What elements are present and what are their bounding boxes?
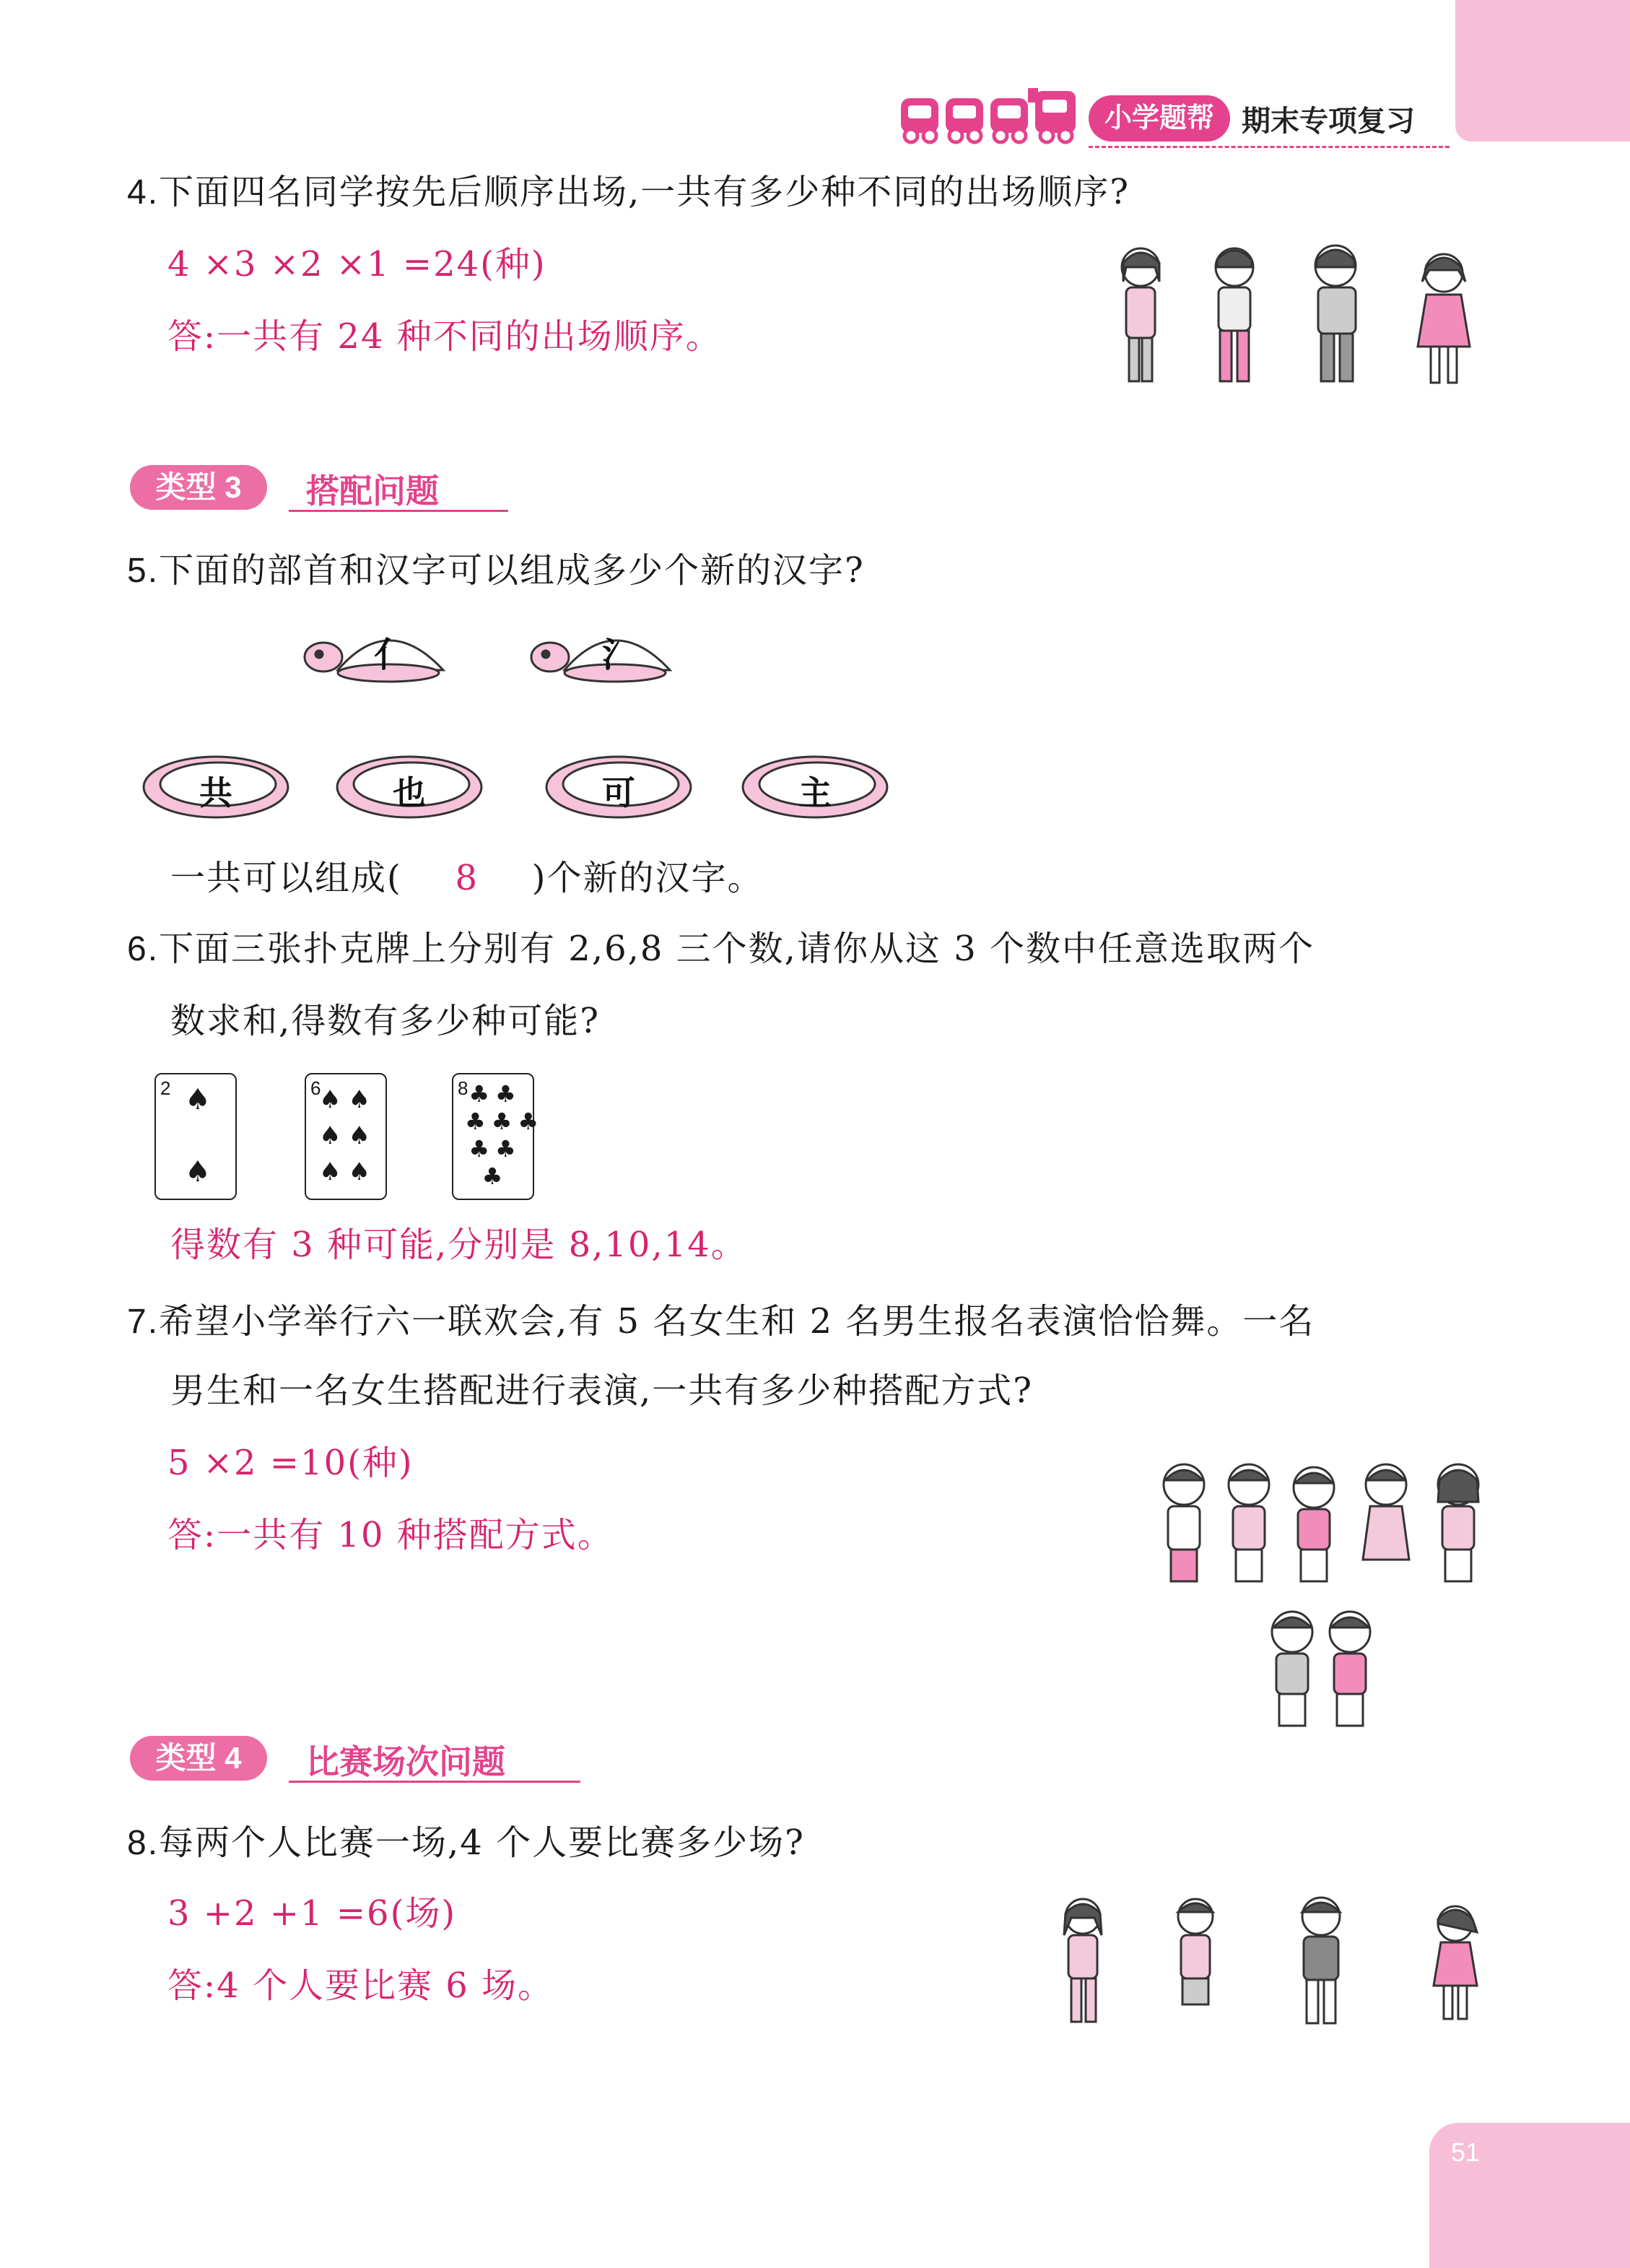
character-text: 主 <box>798 773 832 812</box>
question-text: 每两个人比赛一场,4 个人要比赛多少场? <box>159 1822 805 1863</box>
question-5 <box>127 549 865 593</box>
playing-card-2 <box>305 1073 387 1200</box>
dancers-illustration <box>1148 1451 1494 1740</box>
character-text: 可 <box>602 773 635 812</box>
question-text-line-1: 希望小学举行六一联欢会,有 5 名女生和 2 名男生报名表演恰恰舞。一名 <box>159 1301 1315 1342</box>
char-oval-4 <box>739 752 891 822</box>
q8-answer-formula: 3 +2 +1 =6(场) <box>167 1893 457 1934</box>
four-players-illustration <box>1054 1892 1502 2036</box>
club-icon-grid: ♣♣ ♣♣♣ ♣♣ ♣ <box>465 1080 545 1190</box>
train-icon <box>899 85 1080 150</box>
fill-prefix: 一共可以组成( <box>170 858 402 898</box>
q7-answer-text: 答:一共有 10 种搭配方式。 <box>167 1515 614 1555</box>
question-4 <box>127 170 1130 214</box>
question-number: 6. <box>127 930 160 968</box>
type-4-title: 比赛场次问题 <box>306 1743 505 1781</box>
page-number: 51 <box>1450 2137 1481 2167</box>
card-rank: 8 <box>458 1077 468 1099</box>
page-header <box>899 85 1448 157</box>
type-3-badge: 类型 3 <box>130 465 267 510</box>
type-4-underline <box>289 1781 580 1783</box>
question-number: 7. <box>127 1303 160 1341</box>
char-oval-1 <box>140 752 292 822</box>
q8-answer-text: 答:4 个人要比赛 6 场。 <box>167 1965 554 2006</box>
q5-fill-in <box>170 856 763 900</box>
radical-text: 氵 <box>602 635 637 675</box>
brand-label <box>1089 95 1415 142</box>
question-text: 下面四名同学按先后顺序出场,一共有多少种不同的出场顺序? <box>159 172 1130 212</box>
question-8 <box>127 1821 805 1865</box>
question-text: 下面的部首和汉字可以组成多少个新的汉字? <box>159 550 865 591</box>
q7-answer-formula: 5 ×2 =10(种) <box>167 1443 414 1483</box>
fill-suffix: )个新的汉字。 <box>531 858 764 898</box>
question-7 <box>127 1300 1315 1344</box>
question-6-line-2: 数求和,得数有多少种可能? <box>170 1001 600 1041</box>
playing-card-3 <box>452 1073 545 1200</box>
character-text: 共 <box>199 773 232 812</box>
brand-name: 小学题帮 <box>1089 95 1230 142</box>
q6-answer-text: 得数有 3 种可能,分别是 8,10,14。 <box>170 1225 747 1265</box>
question-number: 8. <box>127 1824 160 1862</box>
q4-answer-text: 答:一共有 24 种不同的出场顺序。 <box>167 316 722 357</box>
card-rank: 2 <box>160 1077 171 1099</box>
char-oval-3 <box>543 752 694 822</box>
top-corner-tab <box>1455 0 1630 142</box>
turtle-radical-1 <box>302 622 446 687</box>
card-rank: 6 <box>310 1077 321 1099</box>
question-text-line-1: 下面三张扑克牌上分别有 2,6,8 三个数,请你从这 3 个数中任意选取两个 <box>159 929 1315 969</box>
header-divider <box>1089 146 1450 148</box>
type-4-badge: 类型 4 <box>130 1736 267 1781</box>
four-students-illustration <box>1104 238 1509 404</box>
character-text: 也 <box>393 773 426 812</box>
fill-answer: 8 <box>455 858 479 898</box>
question-number: 4. <box>127 173 160 212</box>
type-3-title: 搭配问题 <box>306 472 439 510</box>
section-name: 期末专项复习 <box>1242 105 1415 137</box>
q4-answer-formula: 4 ×3 ×2 ×1 =24(种) <box>167 244 546 284</box>
question-7-line-2: 男生和一名女生搭配进行表演,一共有多少种搭配方式? <box>170 1370 1033 1411</box>
type-3-underline <box>289 510 508 512</box>
turtle-radical-2 <box>528 622 673 687</box>
spade-icon: ♠ <box>185 1155 211 1189</box>
playing-card-1 <box>154 1073 237 1200</box>
spade-icon: ♠ <box>185 1083 211 1116</box>
spade-icon-grid: ♠♠ ♠♠ ♠♠ <box>319 1085 378 1186</box>
char-oval-2 <box>334 752 485 822</box>
radical-text: 亻 <box>374 635 409 675</box>
question-number: 5. <box>127 552 160 590</box>
question-6 <box>127 927 1315 971</box>
